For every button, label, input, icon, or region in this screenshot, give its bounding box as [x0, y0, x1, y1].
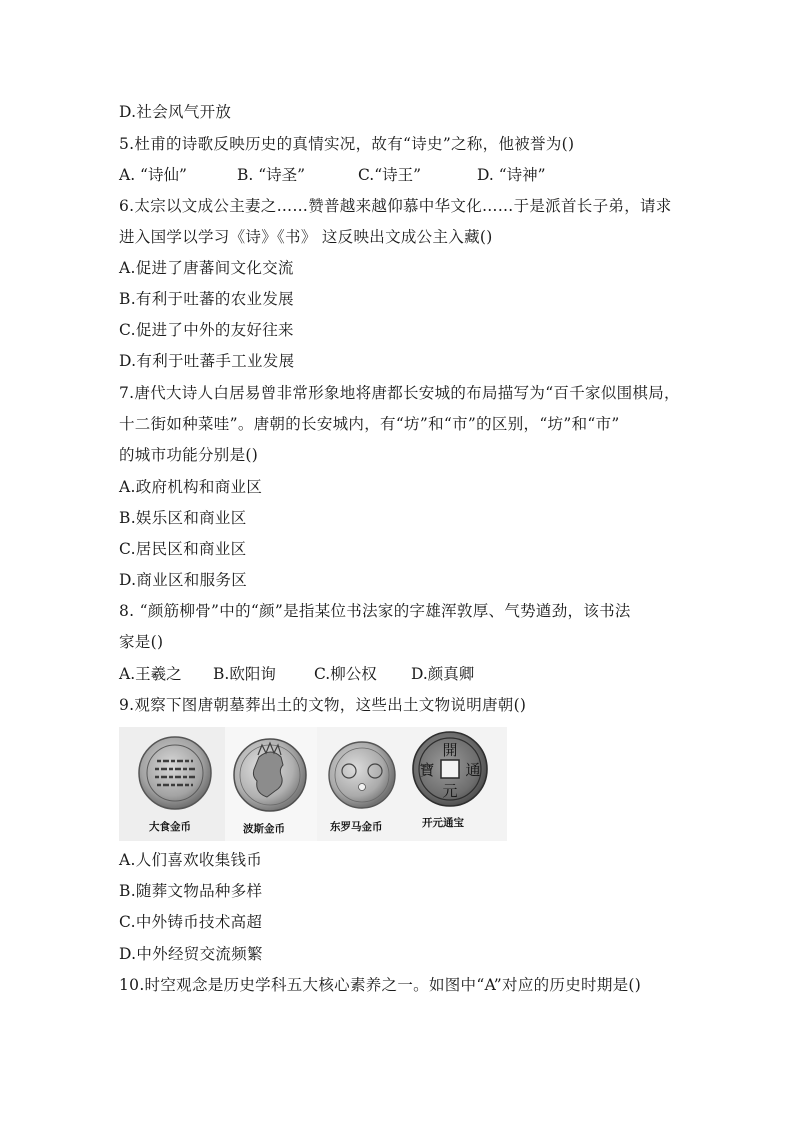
- east-roman-coin-image: [329, 742, 395, 808]
- coins-figure: [119, 727, 507, 841]
- q8-stem-line2: 家是(): [119, 633, 164, 651]
- q8-option-d: D.颜真卿: [411, 665, 475, 683]
- q5-option-a: A. “诗仙”: [119, 166, 187, 184]
- q9-option-a: A.人们喜欢收集钱币: [119, 851, 263, 869]
- q6-option-b: B.有利于吐蕃的农业发展: [119, 290, 294, 308]
- q5-option-b: B. “诗圣”: [237, 166, 306, 184]
- dashi-coin-label: 大食金币: [149, 821, 191, 833]
- q8-option-b: B.欧阳询: [213, 665, 276, 683]
- q9-option-d: D.中外经贸交流频繁: [119, 945, 263, 963]
- kaiyuan-coin-image: [413, 732, 487, 806]
- q5-option-c: C.“诗王”: [358, 166, 422, 184]
- q6-option-a: A.促进了唐蕃间文化交流: [119, 259, 294, 277]
- q5-stem: 5.杜甫的诗歌反映历史的真情实况，故有“诗史”之称，他被誉为(): [119, 135, 575, 153]
- q6-stem-line2: 进入国学以学习《诗》《书》 这反映出文成公主入藏(): [119, 228, 493, 246]
- q7-option-c: C.居民区和商业区: [119, 540, 247, 558]
- kaiyuan-char-left: 寶: [419, 761, 435, 779]
- q7-option-d: D.商业区和服务区: [119, 571, 248, 589]
- q7-stem-line3: 的城市功能分别是(): [119, 446, 259, 464]
- q6-option-d: D.有利于吐蕃手工业发展: [119, 352, 295, 370]
- kaiyuan-char-right: 通: [465, 761, 481, 779]
- q7-option-b: B.娱乐区和商业区: [119, 509, 247, 527]
- q8-stem-line1: 8. “颜筋柳骨”中的“颜”是指某位书法家的字雄浑敦厚、气势遒劲，该书法: [119, 602, 631, 620]
- q7-stem-line2: 十二街如种菜哇”。唐朝的长安城内，有“坊”和“市”的区别，“坊”和“市”: [119, 415, 620, 433]
- q9-option-c: C.中外铸币技术高超: [119, 913, 263, 931]
- q6-stem-line1: 6.太宗以文成公主妻之……赞普越来越仰慕中华文化……于是派首长子弟，请求: [119, 197, 672, 215]
- persian-coin-label: 波斯金币: [243, 823, 285, 835]
- q5-option-d: D. “诗神”: [477, 166, 546, 184]
- kaiyuan-char-top: 開: [442, 741, 458, 759]
- kaiyuan-coin-label: 开元通宝: [422, 817, 464, 829]
- dashi-coin-image: [139, 737, 211, 809]
- q9-stem: 9.观察下图唐朝墓葬出土的文物，这些出土文物说明唐朝(): [119, 696, 527, 714]
- q7-stem-line1: 7.唐代大诗人白居易曾非常形象地将唐都长安城的布局描写为“百千家似围棋局，: [119, 384, 680, 402]
- q6-option-c: C.促进了中外的友好往来: [119, 321, 294, 339]
- persian-coin-image: [234, 739, 306, 811]
- q8-option-a: A.王羲之: [119, 665, 182, 683]
- east-roman-coin-label: 东罗马金币: [330, 821, 383, 833]
- q7-option-a: A.政府机构和商业区: [119, 478, 263, 496]
- q10-stem: 10.时空观念是历史学科五大核心素养之一。如图中“A”对应的历史时期是(): [119, 976, 642, 994]
- q9-option-b: B.随葬文物品种多样: [119, 882, 263, 900]
- q4-option-d: D.社会风气开放: [119, 103, 232, 121]
- q8-option-c: C.柳公权: [314, 665, 377, 683]
- kaiyuan-char-bottom: 元: [442, 782, 458, 800]
